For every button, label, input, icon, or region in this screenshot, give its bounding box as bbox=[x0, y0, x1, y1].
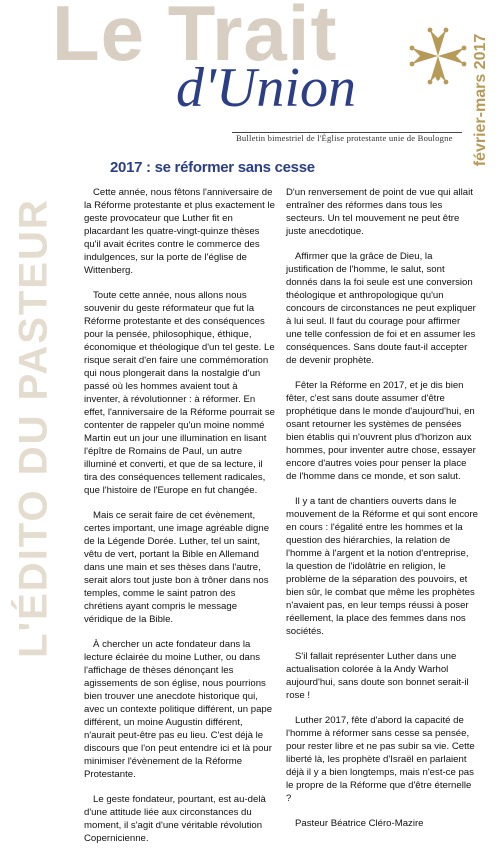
paragraph: Cette année, nous fêtons l'anniversaire de la Réforme protestante et plus exactement le geste provocateur que Luther fit en placardant les quatre-vingt-quinze thèses qu'il avait écrites contre le commerce des indulgences, sur la porte de l'église de Wittenberg. bbox=[84, 187, 275, 276]
paragraph: S'il fallait représenter Luther dans une actualisation colorée à la Andy Warhol aujourd'hui, sans doute son bonnet serait-il rose ! bbox=[286, 651, 469, 701]
paragraph: À chercher un acte fondateur dans la lecture éclairée du moine Luther, ou dans l'affichage de thèses dénonçant les agissements de son église, nous pourrions bien trouver une anecdote historique qui, avec un contexte politique différent, un pape différent, un moine Augustin différent, n'aurait peut-être pas eu lieu. C'est déjà le discours que l'on peut entendre ici et là pour minimiser l'évènement de la Réforme Protestante. bbox=[84, 639, 273, 780]
issue-dateline bbox=[466, 16, 496, 184]
section-sidebar bbox=[12, 150, 56, 706]
paragraph: Il y a tant de chantiers ouverts dans le mouvement de la Réforme et qui sont encore en cours : l'égalité entre les hommes et la question des hiérarchies, la relation de l'homme à l'argent et la notion d'entreprise, la question de l'idolâtrie en religion, le problème de la séparation des pouvoirs, et bien sûr, le combat que même les prophètes n'avaient pas, en leur temps réussi à poser réellement, la place des femmes dans nos sociétés. bbox=[286, 496, 478, 637]
paragraph: Luther 2017, fête d'abord la capacité de l'homme à réformer sans cesse sa pensée, pour rester libre et ne pas subir sa vie. Cette liberté là, les prophète d'Israël en parlaient déjà il y a bien longtemps, mais n'est-ce pas le propre de la Réforme que d'être éternelle ? bbox=[286, 715, 475, 804]
section-sidebar-label: L'ÉDITO DU PASTEUR bbox=[11, 198, 56, 658]
paragraph: Affirmer que la grâce de Dieu, la justification de l'homme, le salut, sont donnés dans la foi seule est une conversion théologique et anthropologique qu'un concours de circonstances ne peut expliquer à lui seul. Il faut du courage pour affirmer une telle confession de foi et en assumer les conséquences. Sans doute faut-il accepter de devenir prophète. bbox=[286, 251, 476, 366]
paragraph: Le geste fondateur, pourtant, est au-delà d'une attitude liée aux circonstances du moment, il s'agit d'une véritable révolution Copernicienne. bbox=[84, 794, 266, 844]
masthead-title-union: d'Union bbox=[176, 57, 356, 119]
paragraph: Toute cette année, nous allons nous souvenir du geste réformateur que fut la Réforme protestante et des conséquences pour la pensée, philosophique, éthique, économique et théologique d'un tel geste. Le risque serait d'en faire une commémoration qui nous plongerait dans la nostalgie d'un passé où les hommes avaient tout à inventer, à révolutionner : à réformer. En effet, l'anniversaire de la Réforme pourrait se contenter de rappeler qu'un moine nommé Martin eut un jour une illumination en lisant l'épître de Romains de Paul, un autre illuminé et converti, et que de sa lecture, il tira des conséquences tellement radicales, que l'histoire de l'Europe en fut changée. bbox=[84, 290, 275, 496]
huguenot-cross-icon bbox=[408, 26, 468, 86]
paragraph: Mais ce serait faire de cet évènement, certes important, une image agréable digne de la Légende Dorée. Luther, tel un saint, vêtu de vert, portant la Bible en Allemand dans une main et ses thèses dans l'autre, serait alors tout juste bon à trôner dans nos temples, comme le saint patron des chrétiens ayant compris le message véridique de la Bible. bbox=[84, 510, 270, 625]
bulletin-subtitle: Bulletin bimestriel de l'Église protestante unie de Boulogne bbox=[236, 133, 453, 143]
masthead-title-trait: Le Trait bbox=[52, 0, 338, 77]
article-headline: 2017 : se réformer sans cesse bbox=[110, 159, 315, 176]
article-column-right bbox=[286, 186, 478, 842]
paragraph: Fêter la Réforme en 2017, et je dis bien fêter, c'est sans doute assumer d'être prophétique dans le monde d'aujourd'hui, en osant retourner les systèmes de pensées bien établis qui n'ouvrent plus d'horizon aux hommes, pour inventer autre chose, essayer encore d'autres voies pour penser la place de l'homme dans ce monde, et son salut. bbox=[286, 380, 476, 482]
paragraph: D'un renversement de point de vue qui allait entraîner des réformes dans tous les secteurs. Un tel mouvement ne peut être juste anecdotique. bbox=[286, 187, 473, 237]
issue-dateline-text: février-mars 2017 bbox=[472, 33, 489, 167]
article-column-left bbox=[84, 186, 276, 857]
author-signature: Pasteur Béatrice Cléro-Mazire bbox=[295, 818, 424, 829]
